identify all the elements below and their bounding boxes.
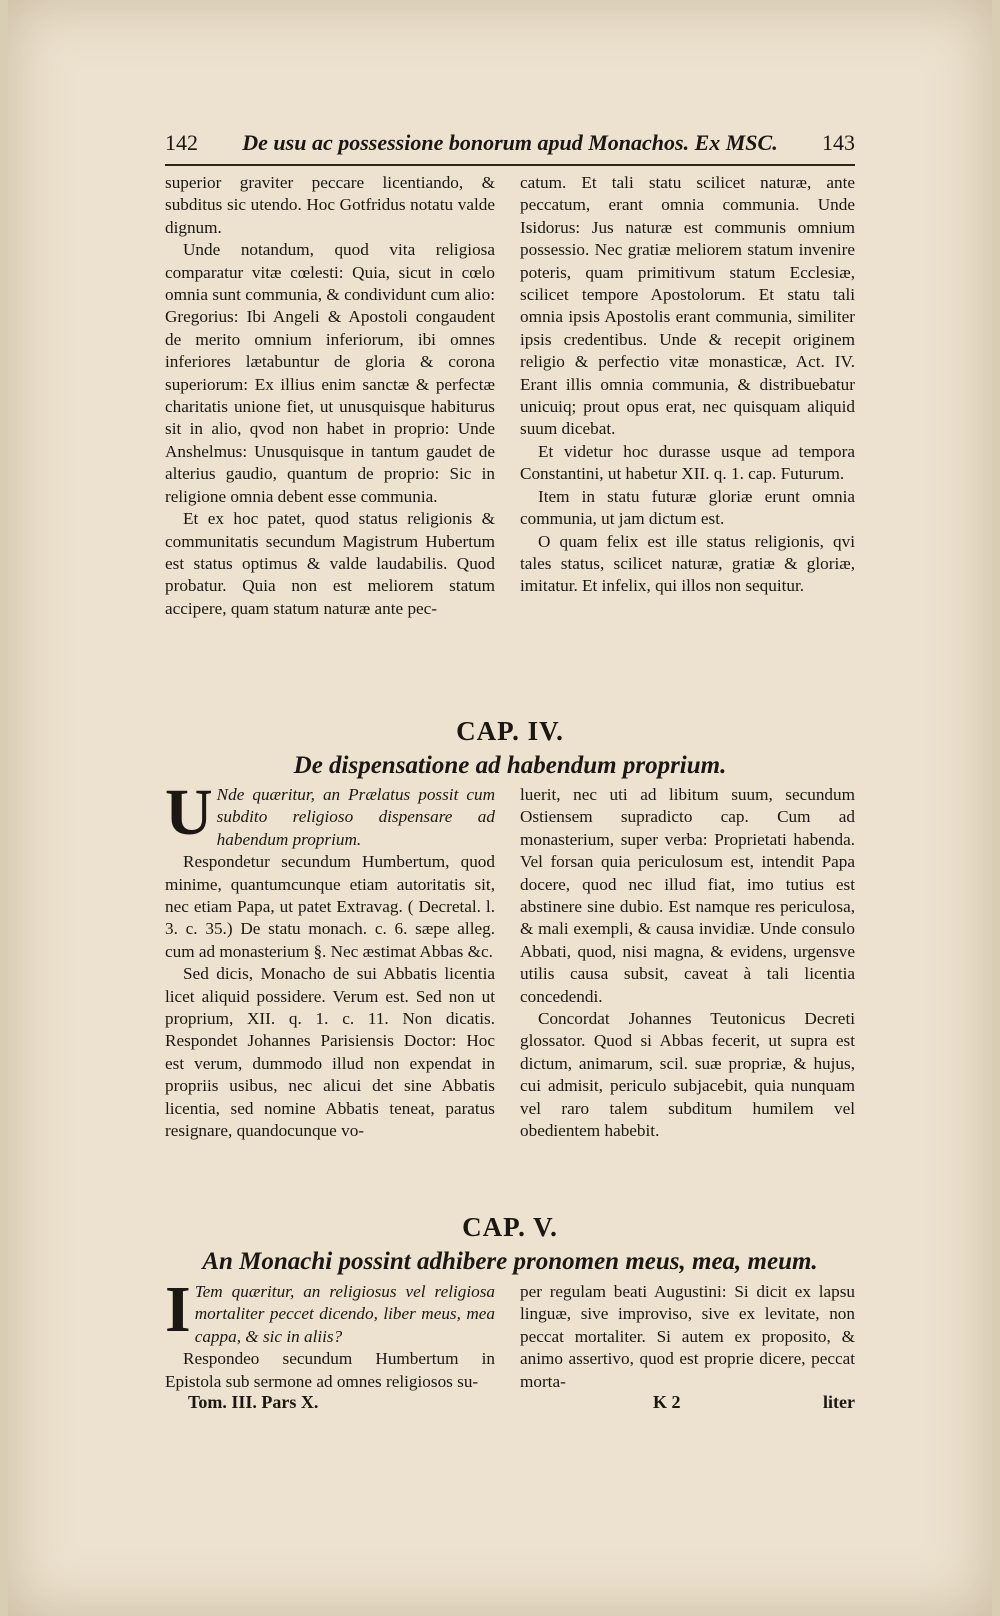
drop-capital: I [165, 1273, 191, 1346]
volume-line: Tom. III. Pars X. [188, 1392, 319, 1412]
paragraph: per regulam beati Augustini: Si dicit ex lapsu linguæ, sive improviso, sive ex levitate, non peccat mortaliter. Si autem ex proposito, & animo assertivo, quod est proprie dicere, peccat morta- [520, 1282, 855, 1391]
chapter-v-heading: CAP. V. [462, 1212, 558, 1242]
paragraph: Unde notandum, quod vita religiosa comparatur vitæ cœlesti: Quia, sicut in cœlo omnia sunt communia, & condividunt cum alio: Gregorius: Ibi Angeli & Apostoli congaudent de merito omnium inferiorum, ibi omnes inferiores lætabuntur de gloria & corona superiorum: Ex illius enim sanctæ & perfectæ charitatis unione fiet, ut unusquisque habiturus sit in alio, qvod non habet in proprio: Unde Anshelmus: Unusquisque in tantum gaudet de alterius gaudio, quantum de proprio: Sic in religione omnia debent esse communia. [165, 240, 495, 506]
running-header [165, 130, 855, 166]
paragraph: catum. Et tali statu scilicet naturæ, ante peccatum, erant omnia communia. Unde Isidorus: Jus naturæ est communis omnium possessio. Nec gratiæ meliorem statum invenire poteris, quam primitivum statum Ecclesiæ, scilicet tempore Apostolorum. Et statu tali omnia ipsis Apostolis erant communia, similiter ipsis credentibus. Unde & recepit originem religio & perfectio vitæ monasticæ, Act. IV. Erant illis omnia communia, & distribuebatur unicuiq; prout opus erat, nec quisquam aliquid suum dicebat. [520, 173, 855, 439]
catchword: liter [823, 1392, 855, 1412]
chapter-iv-right-column [520, 784, 855, 1143]
paragraph: Item in statu futuræ gloriæ erunt omnia communia, ut jam dictum est. [520, 486, 855, 529]
paragraph: Et videtur hoc durasse usque ad tempora Constantini, ut habetur XII. q. 1. cap. Futurum. [520, 441, 855, 484]
page-number-left: 142 [165, 130, 198, 155]
chapter-v-left-column [165, 1273, 495, 1393]
page-number-right: 143 [822, 130, 855, 155]
paragraph: Nde quæritur, an Prælatus possit cum subdito religioso dispensare ad habendum proprium. [216, 785, 495, 849]
signature-mark: K 2 [653, 1392, 681, 1412]
chapter-v-right-column [520, 1281, 855, 1393]
drop-capital: U [165, 776, 213, 849]
paragraph: superior graviter peccare licentiando, & subditus sic utendo. Hoc Gotfridus notatu valde dignum. [165, 173, 495, 237]
running-title: De usu ac possessione bonorum apud Monachos. Ex MSC. [242, 130, 778, 155]
chapter-iv-heading: CAP. IV. [456, 716, 564, 746]
paragraph: Respondeo secundum Humbertum in Epistola sub sermone ad omnes religiosos su- [165, 1349, 495, 1391]
chapter-iv-left-column [165, 776, 495, 1143]
paragraph: Tem quæritur, an religiosus vel religiosa mortaliter peccet dicendo, liber meus, mea cappa, & sic in aliis? [194, 1282, 495, 1346]
chapter-v-title: An Monachi possint adhibere pronomen meus, mea, meum. [202, 1248, 818, 1275]
paragraph: luerit, nec uti ad libitum suum, secundum Ostiensem supradicto cap. Cum ad monasterium, super verba: Proprietati habenda. Vel forsan quia periculosum est, intendit Papa docere, quod nec illud fiat, imo tutius est abstinere sine dubio. Est namque res periculosa, & mali exempli, & causa invidiæ. Unde consulo Abbati, quod, nisi magna, & evidens, urgensve utilis causa subsit, caveat à tali licentia concedendi. [520, 785, 855, 1006]
paragraph: Concordat Johannes Teutonicus Decreti glossator. Quod si Abbas fecerit, ut supra est dictum, animarum, scil. suæ propriæ, & hujus, cui admisit, periculo subjacebit, quia nunquam vel raro talem subditum humilem vel obedientem habebit. [520, 1009, 855, 1141]
paragraph: Et ex hoc patet, quod status religionis & communitatis secundum Magistrum Hubertum est status optimus & valde laudabilis. Quod probatur. Quia non est meliorem statum accipere, quam statum naturæ ante pec- [165, 509, 495, 618]
paragraph: Respondetur secundum Humbertum, quod minime, quantumcunque etiam autoritatis sit, nec etiam Papa, ut patet Extravag. ( Decretal. l. 3. c. 35.) De statu monach. c. 6. sæpe alleg. cum ad monasterium §. Nec æstimat Abbas &c. [165, 852, 495, 961]
paragraph: Sed dicis, Monacho de sui Abbatis licentia licet aliquid possidere. Verum est. Sed non ut proprium, XII. q. 1. c. 11. Non dicatis. Respondet Johannes Parisiensis Doctor: Hoc est verum, dummodo illud non expendat in propriis usibus, nec alicui det sine Abbatis licentia, sed nomine Abbatis teneat, paratus resignare, quandocunque vo- [165, 964, 495, 1141]
book-page [8, 0, 992, 1616]
paragraph: O quam felix est ille status religionis, qvi tales status, scilicet naturæ, gratiæ & gloriæ, imitatur. Et infelix, qui illos non sequitur. [520, 531, 855, 596]
section1-left-column [165, 172, 495, 620]
section1-right-column [520, 172, 855, 598]
chapter-iv-title: De dispensatione ad habendum proprium. [293, 752, 727, 779]
